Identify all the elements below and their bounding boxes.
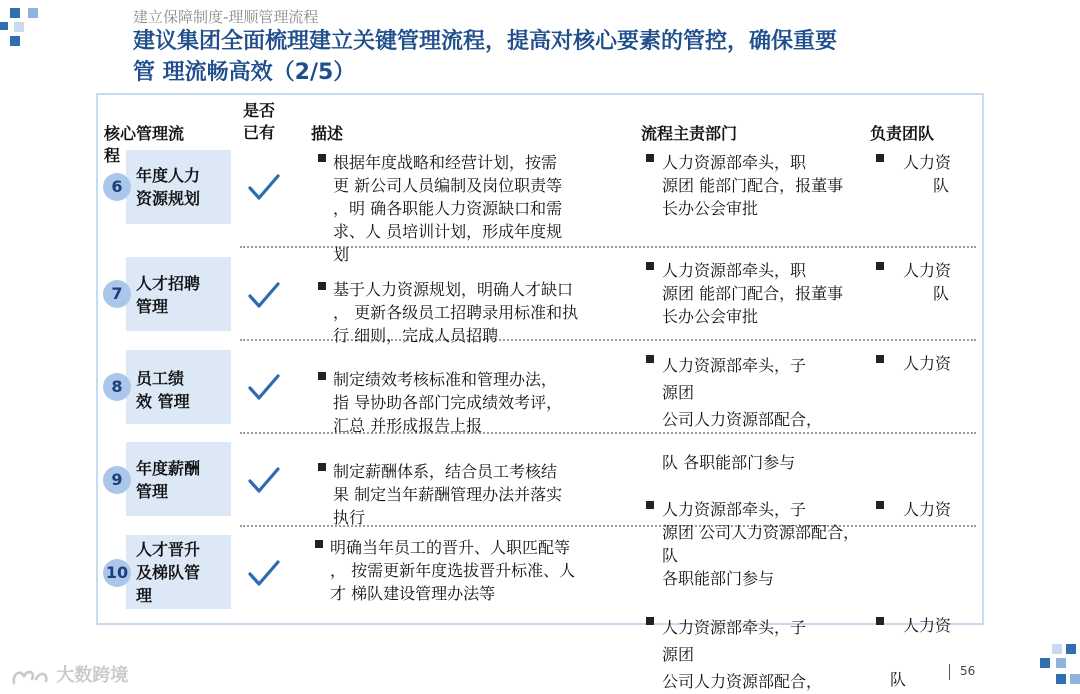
row-team: 队: [890, 670, 907, 689]
square-bullet-icon: [646, 262, 654, 270]
row-number-badge: 9: [103, 466, 131, 494]
decor-square: [1040, 658, 1050, 668]
row-number-badge: 10: [103, 559, 131, 587]
row-description: 明确当年员工的晋升、人职匹配等 ， 按需更新年度选拔晋升标准、人 才 梯队建设管理办法等: [330, 538, 576, 603]
square-bullet-icon: [318, 372, 326, 380]
header-team: 负责团队: [870, 124, 935, 143]
check-icon: [248, 281, 280, 309]
decor-square: [1052, 644, 1062, 654]
header-process: 核心管理流 程: [104, 124, 185, 165]
row-number-badge: 7: [103, 280, 131, 308]
decor-square: [10, 8, 20, 18]
row-number-badge: 6: [103, 173, 131, 201]
check-icon: [248, 373, 280, 401]
header-description: 描述: [311, 124, 344, 143]
page-number: 56: [960, 664, 976, 678]
row-label: 人才晋升 及梯队管 理: [136, 540, 201, 605]
page-number-divider: [949, 664, 950, 680]
row-team: 人力资: [903, 354, 952, 373]
square-bullet-icon: [876, 154, 884, 162]
square-bullet-icon: [315, 540, 323, 548]
row-department: 人力资源部牵头，子 源团 公司人力资源部配合， 队 各职能部门参与: [662, 500, 860, 588]
breadcrumb: 建立保障制度-理顺管理流程: [133, 8, 319, 26]
square-bullet-icon: [646, 355, 654, 363]
square-bullet-icon: [318, 463, 326, 471]
decor-square: [14, 22, 24, 32]
square-bullet-icon: [646, 501, 654, 509]
row-department: 人力资源部牵头，子 源团 公司人力资源部配合，: [662, 618, 823, 691]
decor-square: [1070, 674, 1080, 684]
row-description: 制定薪酬体系，结合员工考核结 果 制定当年薪酬管理办法并落实 执行: [333, 462, 563, 527]
watermark-logo: [10, 661, 128, 687]
row-description: 制定绩效考核标准和管理办法， 指 导协助各部门完成绩效考评， 汇总 并形成报告上报: [333, 370, 563, 435]
decor-square: [0, 22, 8, 30]
square-bullet-icon: [318, 154, 326, 162]
row-team: 人力资: [903, 616, 952, 635]
row-label: 年度人力 资源规划: [136, 166, 201, 208]
logo-icon: [10, 665, 50, 687]
check-icon: [248, 466, 280, 494]
square-bullet-icon: [876, 355, 884, 363]
row-department: 人力资源部牵头，职 源团 能部门配合，报董事 长办公会审批: [662, 261, 844, 326]
page-title: [133, 26, 993, 88]
row-description: 基于人力资源规划，明确人才缺口 ， 更新各级员工招聘录用标准和执 行 细则，完成人员招聘: [333, 280, 579, 345]
row-number-badge: 8: [103, 373, 131, 401]
check-icon: [248, 559, 280, 587]
square-bullet-icon: [646, 617, 654, 625]
square-bullet-icon: [876, 617, 884, 625]
row-team: 人力资: [903, 500, 952, 519]
square-bullet-icon: [876, 501, 884, 509]
decor-square: [10, 36, 20, 46]
row-description: 根据年度战略和经营计划，按需 更 新公司人员编制及岗位职责等 ，明 确各职能人力资源缺口和需 求、人 员培训计划，形成年度规 划: [333, 153, 563, 264]
row-department: 人力资源部牵头，子 源团 公司人力资源部配合， 队 各职能部门参与: [662, 356, 823, 472]
row-team: 人力资 队: [903, 261, 952, 303]
decor-square: [1056, 674, 1066, 684]
square-bullet-icon: [318, 282, 326, 290]
page-title-line2: 管 理流畅高效（2/5）: [133, 60, 356, 85]
row-department: 人力资源部牵头，职 源团 能部门配合，报董事 长办公会审批: [662, 153, 844, 218]
header-exists: 是否 已有: [243, 101, 276, 142]
watermark-logo-text: 大数跨境: [56, 665, 129, 686]
header-department: 流程主责部门: [641, 124, 738, 143]
row-team: 人力资 队: [903, 153, 952, 195]
row-label: 年度薪酬 管理: [136, 459, 201, 501]
check-icon: [248, 173, 280, 201]
row-label: 员工绩 效 管理: [136, 369, 190, 411]
decor-square: [1056, 658, 1066, 668]
square-bullet-icon: [876, 262, 884, 270]
row-label: 人才招聘 管理: [136, 274, 201, 316]
decor-square: [1066, 644, 1076, 654]
square-bullet-icon: [646, 154, 654, 162]
page-title-line1: 建议集团全面梳理建立关键管理流程，提高对核心要素的管控，确保重要: [133, 29, 838, 54]
decor-square: [28, 8, 38, 18]
